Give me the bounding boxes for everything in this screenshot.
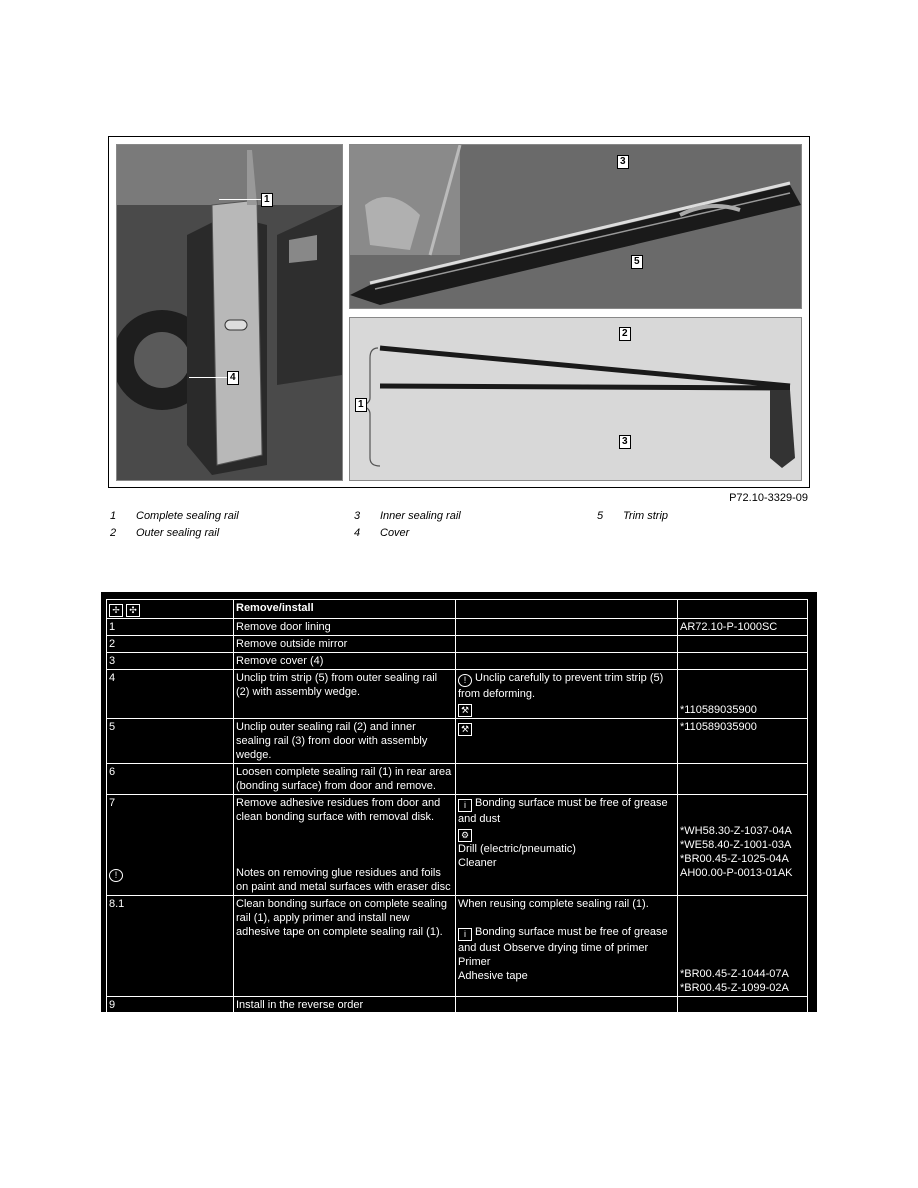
callout-1a: 1: [261, 193, 273, 207]
callout-4: 4: [227, 371, 239, 385]
leader-4: [189, 377, 229, 378]
legend-item-4: 4 Cover: [354, 527, 410, 539]
table-row: 4 Unclip trim strip (5) from outer sealing rail (2) with assembly wedge. ! Unclip carefully to prevent trim strip (5) from deforming. ⚒ *110589035900: [107, 670, 808, 719]
photo-sealing-rails: [349, 317, 802, 481]
callout-5: 5: [631, 255, 643, 269]
info-icon: i: [458, 799, 472, 812]
callout-3a: 3: [617, 155, 629, 169]
caution-icon: !: [458, 674, 472, 687]
callout-3b: 3: [619, 435, 631, 449]
photo-trim-strip: [349, 144, 802, 309]
table-row: 7 ! Remove adhesive residues from door and clean bonding surface with removal disk. Notes on removing glue residues and foils on paint and metal surfaces with eraser disc i Bonding surface must be free of grease and dust ⚙ Drill (electric/pneumatic) Cleaner *WH58.30-Z-1037-04A *WE58.40-Z-1001-03A *BR00.45-Z-1025-04A AH00.00-P-0013-01AK: [107, 795, 808, 896]
figure-frame: [108, 136, 810, 488]
door-illustration: [117, 145, 342, 480]
legend-item-1: 1 Complete sealing rail: [110, 510, 239, 522]
leader-1a: [219, 199, 267, 200]
table-row: 2 Remove outside mirror: [107, 636, 808, 653]
procedure-table-panel: [101, 592, 817, 1012]
table-row: 1 Remove door lining AR72.10-P-1000SC: [107, 619, 808, 636]
legend-item-3: 3 Inner sealing rail: [354, 510, 461, 522]
legend-item-5: 5 Trim strip: [597, 510, 669, 522]
callout-1b: 1: [355, 398, 367, 412]
table-row: 3 Remove cover (4): [107, 653, 808, 670]
special-tool-icon: ⚒: [458, 704, 472, 717]
callout-2: 2: [619, 327, 631, 341]
table-row: 9 Install in the reverse order: [107, 997, 808, 1014]
table-row: 8.1 Clean bonding surface on complete sealing rail (1), apply primer and install new adhesive tape on complete sealing rail (1). When reusing complete sealing rail (1). i Bonding surface must be free of grease and dust Observe drying time of primer Primer Adhesive tape *BR00.45-Z-1044-07A *BR00.45-Z-1099-02A: [107, 896, 808, 997]
special-tool-icon: ⚒: [458, 723, 472, 736]
figure-reference: P72.10-3329-09: [729, 492, 808, 504]
photo-door: [116, 144, 343, 481]
table-header-row: [107, 600, 808, 619]
install-symbol-icon: ✣: [126, 604, 140, 617]
caution-icon: !: [109, 869, 123, 882]
table-title: Remove/install: [234, 600, 456, 619]
procedure-table: [106, 599, 808, 1014]
sealing-rails-illustration: [350, 318, 801, 480]
info-icon: i: [458, 928, 472, 941]
table-row: 6 Loosen complete sealing rail (1) in rear area (bonding surface) from door and remove.: [107, 764, 808, 795]
trim-strip-illustration: [350, 145, 801, 308]
remove-symbol-icon: ✢: [109, 604, 123, 617]
legend-item-2: 2 Outer sealing rail: [110, 527, 220, 539]
table-row: 5 Unclip outer sealing rail (2) and inner sealing rail (3) from door with assembly wedge. ⚒ *110589035900: [107, 719, 808, 764]
commercial-tool-icon: ⚙: [458, 829, 472, 842]
